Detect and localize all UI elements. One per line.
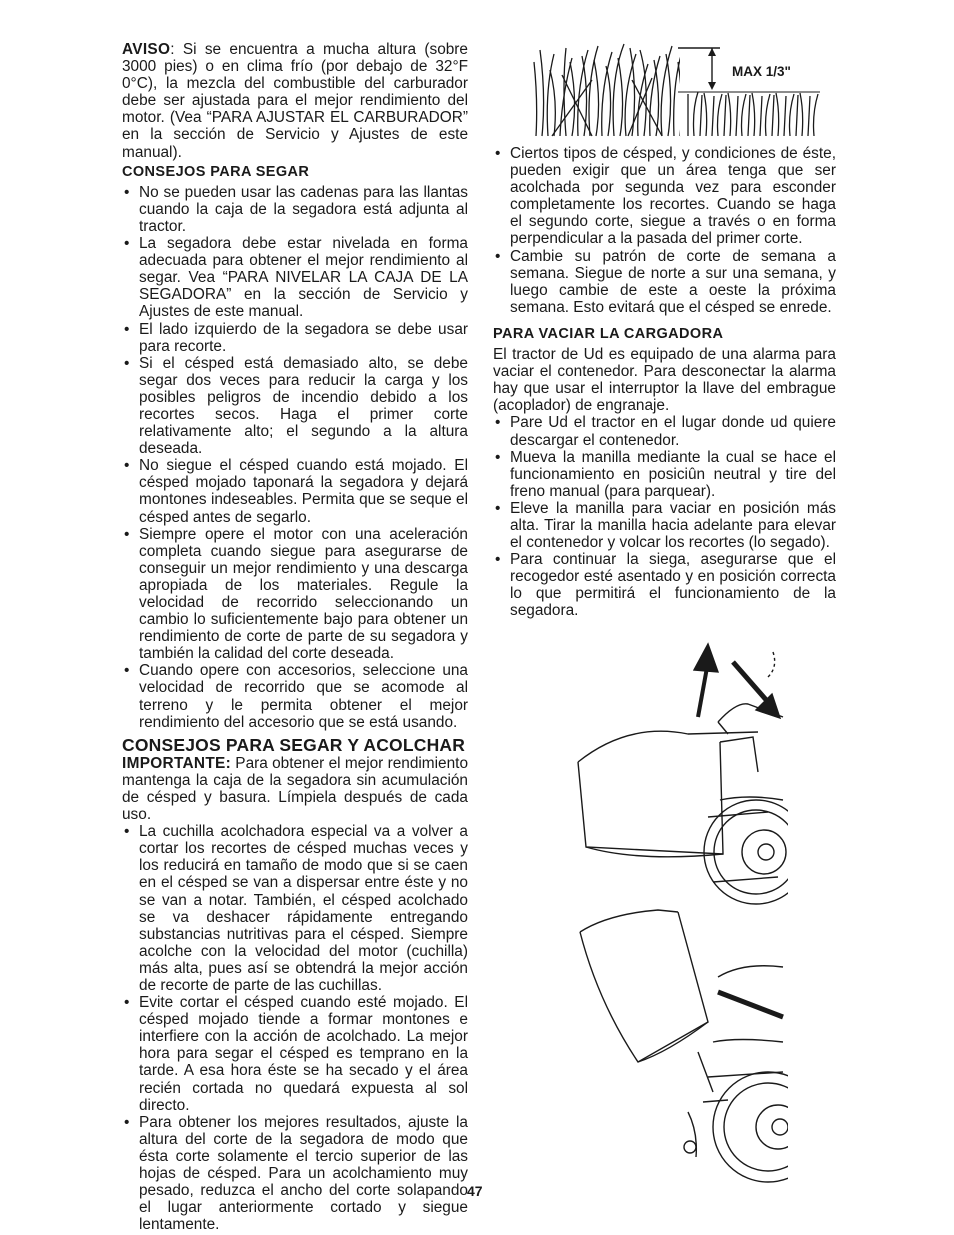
list-item: • Cambie su patrón de corte de semana a semana. Siegue de norte a sur una semana, y luego cambie de este a oeste la próxima semana. Esto evitará que el césped se enrede. (495, 247, 836, 316)
list-item: • El lado izquierdo de la segadora se debe usar para recorte. (124, 320, 468, 355)
consejos-segar-heading: CONSEJOS PARA SEGAR (122, 163, 310, 180)
bullet-icon: • (124, 1113, 130, 1131)
max-label: MAX 1/3" (732, 64, 791, 79)
list-item: • Para obtener los mejores resultados, ajuste la altura del corte de la segadora de modo que ésta corte solamente el tercio superior de las hojas de césped. Para un acolchamiento muy pesado, reduzca el ancho del corte solapando el lugar anteriormente cortado y siegue lentamente. (124, 1113, 468, 1234)
bullet-icon: • (495, 414, 501, 432)
bullet-icon: • (124, 235, 130, 253)
list-item: • Ciertos tipos de césped, y condiciones de éste, pueden exigir que un área tenga que ser acolchada por segunda vez para esconder completamente los recortes. Cuando se haga el segundo corte, siegue a través o en forma perpendicular a la pasada del primer corte. (495, 145, 836, 248)
bagger-lowered-drawing (578, 644, 788, 904)
consejos-acolchar-heading: CONSEJOS PARA SEGAR Y ACOLCHAR (122, 734, 466, 755)
mulching-extra-list (493, 145, 836, 316)
aviso-label: AVISO (122, 41, 171, 58)
list-item: • Para continuar la siega, asegurarse que el recogedor esté asentado y en posición correcta lo que permitirá el funcionamiento de la segadora. (495, 551, 836, 620)
aviso-paragraph (122, 41, 468, 161)
bullet-icon: • (124, 994, 130, 1012)
grass-height-illustration (532, 40, 822, 140)
bagger-raised-drawing (580, 910, 788, 1182)
aviso-text: : Si se encuentra a mucha altura (sobre 3000 pies) o en clima frío (por debajo de 32°F 0°C), la mezcla del combustible del carburador debe ser ajustada para el mejor rendimiento del motor. (Vea “PARA AJUSTAR EL CARBURADOR” en la sección de Servicio y Ajustes de este manual). (122, 41, 468, 161)
importante-text: Para obtener el mejor rendimiento mantenga la caja de la segadora sin acumulación de césped y basura. Límpiela después de cada uso. (122, 754, 469, 824)
list-item: • Siempre opere el motor con una aceleración completa cuando siegue para asegurarse de conseguir un mejor rendimiento y una descarga apropiada de los materiales. Regule la velocidad de recorrido seleccionando un cambio lo suficientemente bajo para obtener un rendimiento de corte de parte de su segadora y también la calidad del corte deseada. (124, 525, 468, 663)
vaciar-intro: El tractor de Ud es equipado de una alarma para vaciar el contenedor. Para desconectar la alarma hay que usar el interruptor la llave del embrague (acoplador) de engranaje. (493, 346, 836, 415)
grass-blades-icon (534, 44, 688, 136)
consejos-segar-list (122, 184, 468, 731)
bullet-icon: • (495, 247, 501, 265)
list-item: • Si el césped está demasiado alto, se debe segar dos veces para reducir la carga y los posibles peligros de incendio debido a los recortes secos. Haga el primer corte relativamente alto; el segundo a la altura deseada. (124, 354, 468, 458)
bullet-icon: • (124, 183, 130, 201)
vaciar-list (493, 414, 836, 619)
list-item: • La segadora debe estar nivelada en forma adecuada para obtener el mejor rendimiento al segar. Vea “PARA NIVELAR LA CAJA DE LA SEGADORA” en la sección de Servicio y Ajustes de este manual. (124, 235, 468, 321)
bullet-icon: • (495, 145, 501, 162)
bullet-icon: • (124, 320, 130, 338)
right-column (493, 145, 836, 620)
list-item: • La cuchilla acolchadora especial va a volver a cortar los recortes de césped muchas veces y los reducirá en tamaño de modo que si se caen en el césped se van a dispersar entre éste y no se van a notar. También, el césped acolchado se va deshacer rápidamente entregando substancias nutritivas para el césped. Siempre acolche con la velocidad del motor (cuchilla) más alta, pues así se obtendrá la mejor acción de recorte de parte de las cuchillas. (124, 823, 468, 994)
list-item: • Evite cortar el césped cuando esté mojado. El césped mojado tiende a formar montones e interfiere con la acción de acolchado. La mejor hora para segar el césped es temprano en la tarde. A esa hora éste se ha secado y el área recién cortada no quedará expuesta al sol directo. (124, 994, 468, 1114)
bullet-icon: • (124, 823, 130, 841)
bullet-icon: • (495, 448, 501, 466)
list-item: • Cuando opere con accesorios, seleccione una velocidad de recorrido que se acomode al terreno y le permita obtener el mejor rendimiento del accesorio que se está usando. (124, 662, 468, 731)
list-item: • No siegue el césped cuando está mojado. El césped mojado taponará la segadora y dejará montones indeseables. Permita que se seque el césped antes de segarlo. (124, 457, 468, 526)
bullet-icon: • (124, 525, 130, 543)
importante-paragraph (122, 755, 468, 823)
list-item: • Eleve la manilla para vaciar en posición más alta. Tirar la manilla hacia adelante para elevar el contenedor y volcar los recortes (lo segado). (495, 499, 836, 552)
bullet-icon: • (124, 662, 130, 680)
page-number: 47 (467, 1183, 483, 1199)
bullet-icon: • (124, 457, 130, 475)
list-item: • Mueva la manilla mediante la cual se hace el funcionamiento en posiciûn neutral y tire del freno manual (para parquear). (495, 448, 836, 500)
bagger-illustration (568, 622, 788, 1187)
left-column (122, 41, 468, 1233)
vaciar-heading: PARA VACIAR LA CARGADORA (493, 325, 724, 342)
bullet-icon: • (495, 551, 501, 569)
bullet-icon: • (495, 499, 501, 517)
importante-label: IMPORTANTE: (122, 754, 232, 772)
bullet-icon: • (124, 354, 130, 372)
list-item: • Pare Ud el tractor en el lugar donde ud quiere descargar el contenedor. (495, 414, 836, 449)
list-item: • No se pueden usar las cadenas para las llantas cuando la caja de la segadora está adjunta al tractor. (124, 183, 468, 235)
consejos-acolchar-list (122, 823, 468, 1233)
